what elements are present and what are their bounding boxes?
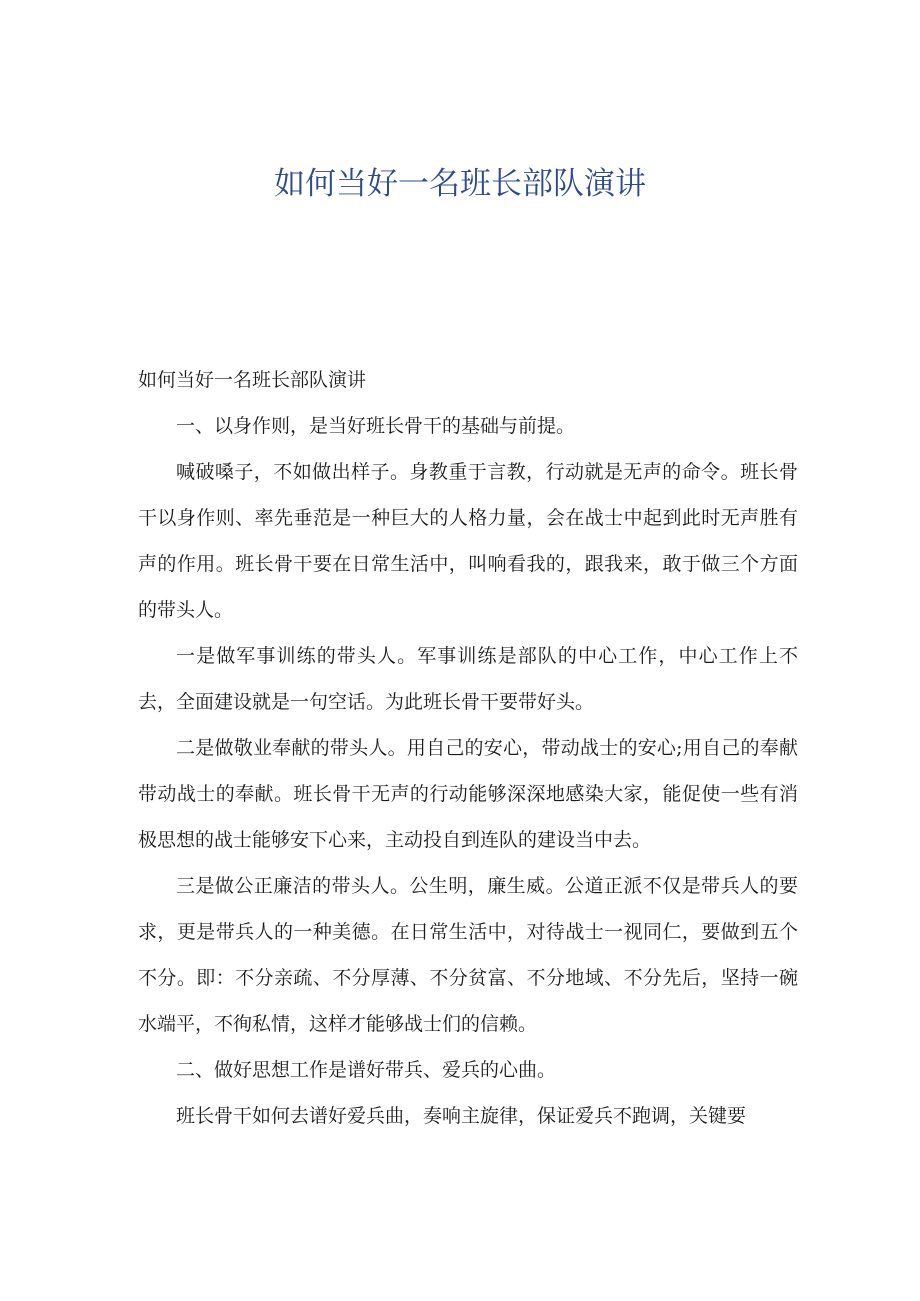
paragraph-fairness: 三是做公正廉洁的带头人。公生明，廉生威。公道正派不仅是带兵人的要求，更是带兵人的一种美德。在日常生活中，对待战士一视同仁，要做到五个不分。即：不分亲疏、不分厚薄、不分贫富、不分地域、不分先后，坚持一碗水端平，不徇私情，这样才能够战士们的信赖。 (138, 875, 798, 1035)
document-title: 如何当好一名班长部队演讲 (274, 166, 646, 202)
paragraph-section-1-heading: 一、以身作则，是当好班长骨干的基础与前提。 (176, 415, 576, 437)
document-body (138, 357, 798, 1139)
paragraph-military-training: 一是做军事训练的带头人。军事训练是部队的中心工作，中心工作上不去，全面建设就是一句空话。为此班长骨干要带好头。 (138, 645, 798, 713)
paragraph-heading: 如何当好一名班长部队演讲 (138, 369, 367, 391)
paragraph-section-2-heading: 二、做好思想工作是谱好带兵、爱兵的心曲。 (176, 1059, 557, 1081)
paragraph-lead-by-example: 喊破嗓子，不如做出样子。身教重于言教，行动就是无声的命令。班长骨干以身作则、率先垂范是一种巨大的人格力量，会在战士中起到此时无声胜有声的作用。班长骨干要在日常生活中，叫响看我的，跟我来，敢于做三个方面的带头人。 (138, 461, 798, 621)
paragraph-ideological-work: 班长骨干如何去谱好爱兵曲，奏响主旋律，保证爱兵不跑调，关键要 (176, 1105, 747, 1127)
paragraph-dedication: 二是做敬业奉献的带头人。用自己的安心，带动战士的安心;用自己的奉献带动战士的奉献。班长骨干无声的行动能够深深地感染大家，能促使一些有消极思想的战士能够安下心来，主动投自到连队的建设当中去。 (138, 737, 798, 851)
